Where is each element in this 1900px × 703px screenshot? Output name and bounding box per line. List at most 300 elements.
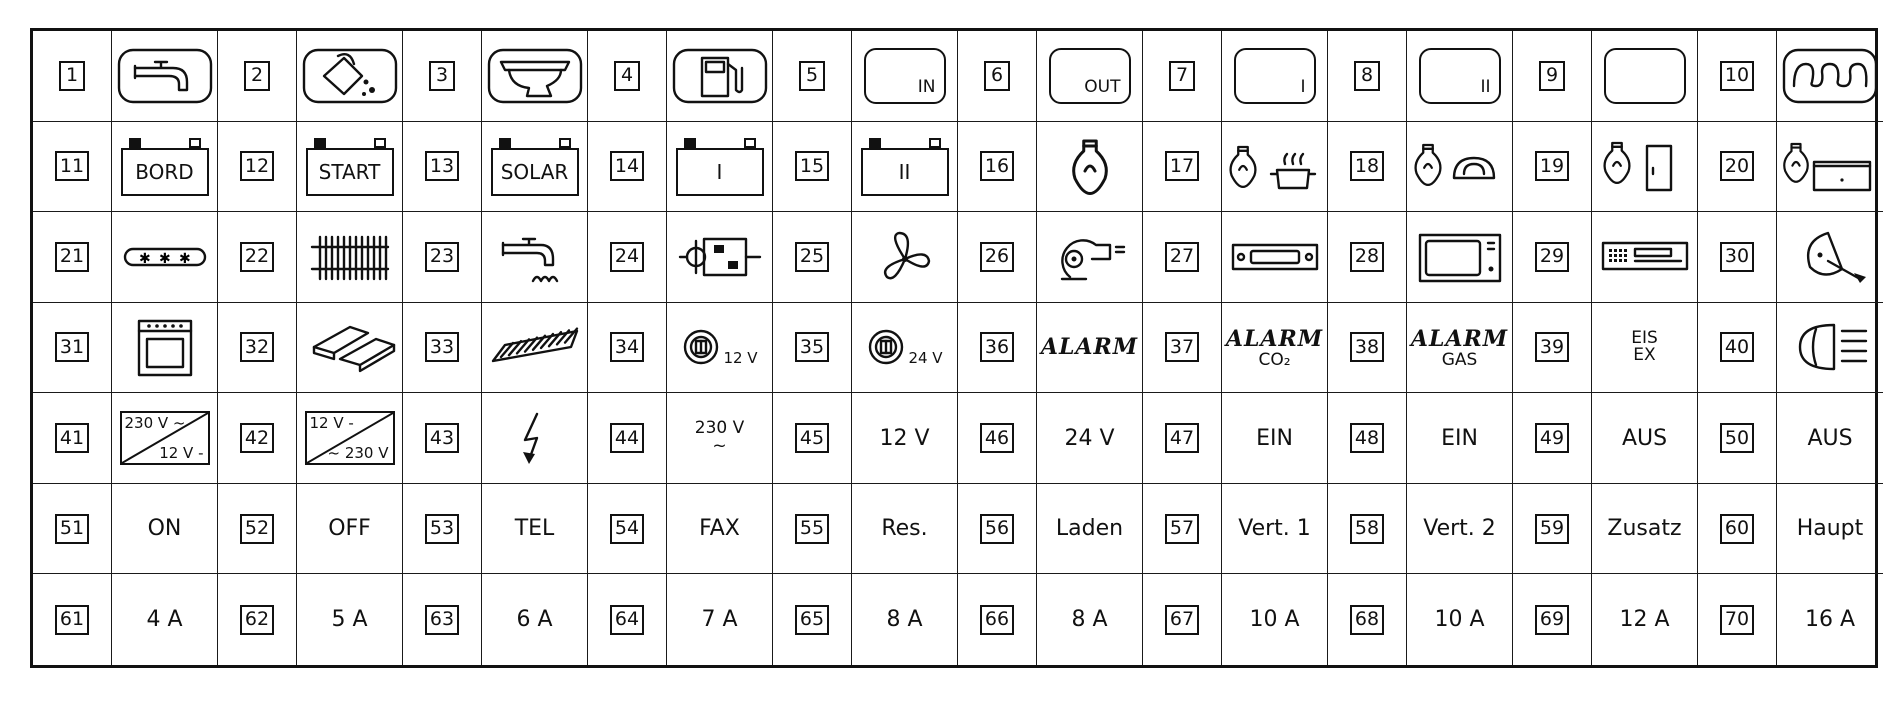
box-label-icon — [864, 48, 946, 104]
cell-symbol — [112, 122, 218, 213]
symbol-label: Haupt — [1796, 516, 1864, 542]
cell-symbol — [112, 212, 218, 303]
cell-number-box: 31 — [55, 332, 89, 362]
cell-number-box: 7 — [1169, 61, 1195, 91]
cell-symbol — [1037, 303, 1143, 394]
cell-number — [1143, 393, 1222, 484]
box-label-text: II — [1480, 76, 1491, 97]
cell-number — [588, 484, 667, 575]
cell-number — [1698, 393, 1777, 484]
cell-number-box: 49 — [1535, 423, 1569, 453]
symbol-label: Zusatz — [1607, 516, 1682, 542]
cell-symbol — [482, 31, 588, 122]
cell-number — [1513, 31, 1592, 122]
cell-number — [1513, 303, 1592, 394]
awning-icon — [485, 317, 585, 377]
converter-output: 12 V - — [159, 444, 204, 463]
cell-number — [218, 212, 297, 303]
cell-number — [958, 393, 1037, 484]
alarm-label: ALARM — [1040, 334, 1139, 361]
cell-symbol — [482, 212, 588, 303]
cell-number — [218, 574, 297, 665]
symbol-label: AUS — [1621, 425, 1668, 451]
cell-number-box: 53 — [425, 514, 459, 544]
cell-symbol — [1407, 31, 1513, 122]
cell-symbol — [482, 574, 588, 665]
cell-symbol — [1777, 122, 1883, 213]
box-label-text: I — [1300, 76, 1306, 97]
cell-symbol — [1592, 303, 1698, 394]
cell-symbol — [1222, 31, 1328, 122]
cell-number — [958, 574, 1037, 665]
cell-symbol — [1407, 122, 1513, 213]
cell-number-box: 25 — [795, 242, 829, 272]
cell-symbol — [1592, 122, 1698, 213]
cell-symbol — [297, 31, 403, 122]
oven-icon — [115, 317, 215, 377]
cell-number-box: 61 — [55, 605, 89, 635]
cell-symbol — [482, 484, 588, 575]
label-grid — [33, 31, 1875, 665]
cell-symbol — [1777, 393, 1883, 484]
cell-number-box: 2 — [244, 61, 270, 91]
svg-text:✱: ✱ — [178, 250, 191, 267]
cell-symbol — [1037, 574, 1143, 665]
cell-number — [773, 122, 852, 213]
cell-number — [1513, 212, 1592, 303]
cell-number-box: 23 — [425, 242, 459, 272]
cell-number-box: 29 — [1535, 242, 1569, 272]
cell-number-box: 48 — [1350, 423, 1384, 453]
light-bulb-icon — [1045, 134, 1135, 198]
cell-symbol — [1222, 122, 1328, 213]
cell-number — [773, 31, 852, 122]
cell-number — [773, 574, 852, 665]
cell-symbol — [297, 303, 403, 394]
alarm-sublabel: GAS — [1441, 349, 1478, 370]
cell-number — [403, 484, 482, 575]
cell-symbol — [1037, 122, 1143, 213]
cell-number-box: 47 — [1165, 423, 1199, 453]
stereo-icon — [1595, 227, 1695, 287]
symbol-label: Vert. 2 — [1423, 516, 1496, 542]
cell-number-box: 4 — [614, 61, 640, 91]
cell-number — [588, 393, 667, 484]
cell-number — [33, 574, 112, 665]
cell-symbol — [1222, 393, 1328, 484]
cell-number-box: 64 — [610, 605, 644, 635]
cell-number-box: 36 — [980, 332, 1014, 362]
cell-number — [773, 212, 852, 303]
cell-symbol — [112, 31, 218, 122]
cell-number — [773, 393, 852, 484]
cell-symbol — [297, 122, 403, 213]
battery-icon — [121, 136, 209, 196]
cell-number — [1328, 31, 1407, 122]
cell-symbol — [297, 393, 403, 484]
cell-number-box: 27 — [1165, 242, 1199, 272]
battery-label: II — [861, 148, 949, 196]
symbol-label: 230 V — [694, 418, 745, 439]
cell-number-box: 34 — [610, 332, 644, 362]
cell-number — [403, 31, 482, 122]
symbol-sublabel: EX — [1633, 345, 1656, 366]
cell-symbol — [482, 122, 588, 213]
cell-symbol — [1592, 393, 1698, 484]
cell-number — [403, 122, 482, 213]
cell-number-box: 45 — [795, 423, 829, 453]
cell-number-box: 40 — [1720, 332, 1754, 362]
cell-symbol — [1407, 393, 1513, 484]
cell-number — [1143, 212, 1222, 303]
tap-icon — [115, 46, 215, 106]
alarm-icon — [1411, 326, 1508, 370]
cell-number-box: 9 — [1539, 61, 1565, 91]
symbol-label: ON — [147, 516, 182, 542]
bulb-cabinet-icon — [1780, 136, 1880, 196]
cell-number — [403, 574, 482, 665]
cell-number — [1143, 574, 1222, 665]
tv-icon — [1410, 227, 1510, 287]
symbol-label: 24 V — [1064, 425, 1115, 451]
cell-symbol — [667, 574, 773, 665]
box-label-icon — [1049, 48, 1131, 104]
cell-number-box: 55 — [795, 514, 829, 544]
cell-symbol — [1222, 484, 1328, 575]
cell-number-box: 18 — [1350, 151, 1384, 181]
blower-icon — [1040, 227, 1140, 287]
cell-symbol — [112, 393, 218, 484]
cell-symbol — [297, 212, 403, 303]
bucket-waste-icon — [300, 46, 400, 106]
cell-number-box: 62 — [240, 605, 274, 635]
cell-symbol — [1037, 212, 1143, 303]
cell-number-box: 33 — [425, 332, 459, 362]
alarm-icon — [1226, 326, 1323, 370]
symbol-sublabel: ~ — [712, 436, 727, 457]
cell-number — [1328, 484, 1407, 575]
cell-symbol — [297, 574, 403, 665]
cell-number-box: 60 — [1720, 514, 1754, 544]
bulb-cooking-pot-icon — [1225, 136, 1325, 196]
converter-icon — [305, 411, 395, 465]
cell-symbol — [852, 484, 958, 575]
cell-symbol — [667, 303, 773, 394]
cell-number — [958, 31, 1037, 122]
cell-number — [218, 31, 297, 122]
cell-number-box: 46 — [980, 423, 1014, 453]
cell-number — [33, 303, 112, 394]
cell-number — [1513, 574, 1592, 665]
cell-symbol — [112, 484, 218, 575]
bulb-door-icon — [1595, 136, 1695, 196]
socket-voltage: 24 V — [908, 349, 943, 368]
box-label-text: IN — [917, 76, 936, 97]
cell-symbol — [667, 212, 773, 303]
symbol-label: EIN — [1256, 425, 1293, 451]
cell-number-box: 17 — [1165, 151, 1199, 181]
cell-number-box: 19 — [1535, 151, 1569, 181]
alarm-sublabel: CO₂ — [1258, 349, 1291, 370]
alarm-icon — [1041, 334, 1138, 360]
cell-symbol — [852, 31, 958, 122]
cell-symbol — [1407, 484, 1513, 575]
cell-symbol — [297, 484, 403, 575]
socket-voltage: 12 V — [723, 349, 758, 368]
cell-symbol — [1592, 212, 1698, 303]
battery-label: BORD — [121, 148, 209, 196]
cell-number-box: 20 — [1720, 151, 1754, 181]
cell-symbol — [667, 122, 773, 213]
cell-symbol — [1407, 574, 1513, 665]
cell-number-box: 65 — [795, 605, 829, 635]
cell-number — [958, 484, 1037, 575]
cell-number — [1328, 212, 1407, 303]
lightning-icon — [485, 408, 585, 468]
cell-symbol — [1222, 212, 1328, 303]
symbol-label: AUS — [1807, 425, 1853, 451]
alarm-label: ALARM — [1410, 325, 1509, 352]
cell-number — [1328, 393, 1407, 484]
box-label-text: OUT — [1084, 76, 1121, 97]
cell-number-box: 52 — [240, 514, 274, 544]
cell-symbol — [112, 574, 218, 665]
cell-number-box: 11 — [55, 151, 89, 181]
cell-number — [588, 122, 667, 213]
battery-label: START — [306, 148, 394, 196]
cell-symbol — [1777, 31, 1883, 122]
battery-icon — [676, 136, 764, 196]
symbol-label: FAX — [699, 516, 740, 542]
symbol-label: 12 V — [879, 425, 930, 451]
cell-number-box: 26 — [980, 242, 1014, 272]
cell-number — [588, 212, 667, 303]
cell-number-box: 51 — [55, 514, 89, 544]
battery-label: I — [676, 148, 764, 196]
cell-number — [1328, 122, 1407, 213]
cell-number-box: 14 — [610, 151, 644, 181]
symbol-label: 8 A — [886, 607, 923, 633]
cell-symbol — [482, 393, 588, 484]
cell-number-box: 32 — [240, 332, 274, 362]
cell-number-box: 28 — [1350, 242, 1384, 272]
cell-symbol — [852, 303, 958, 394]
box-label-icon — [1419, 48, 1501, 104]
cell-symbol — [1037, 484, 1143, 575]
cell-number — [773, 303, 852, 394]
cell-number — [218, 303, 297, 394]
cell-number — [1513, 122, 1592, 213]
cell-number-box: 35 — [795, 332, 829, 362]
cell-number — [1143, 303, 1222, 394]
symbol-label: 6 A — [516, 607, 553, 633]
cell-number — [588, 574, 667, 665]
battery-label: SOLAR — [491, 148, 579, 196]
svg-text:✱: ✱ — [158, 250, 171, 267]
symbol-label: 7 A — [701, 607, 738, 633]
cell-number-box: 10 — [1720, 61, 1754, 91]
cell-number — [1143, 122, 1222, 213]
step-icon — [300, 317, 400, 377]
cell-number-box: 21 — [55, 242, 89, 272]
cell-number — [33, 484, 112, 575]
cell-number — [1513, 484, 1592, 575]
cell-number — [1143, 31, 1222, 122]
cell-number-box: 56 — [980, 514, 1014, 544]
cell-symbol — [1407, 212, 1513, 303]
battery-icon — [306, 136, 394, 196]
cell-number-box: 66 — [980, 605, 1014, 635]
cell-number-box: 30 — [1720, 242, 1754, 272]
cell-number-box: 59 — [1535, 514, 1569, 544]
cell-symbol — [482, 303, 588, 394]
cell-number — [33, 122, 112, 213]
symbol-label: 8 A — [1071, 607, 1108, 633]
cell-number — [1698, 574, 1777, 665]
cell-number — [1328, 574, 1407, 665]
symbol-label: 12 A — [1619, 607, 1670, 633]
cell-symbol — [852, 574, 958, 665]
cell-number — [1513, 393, 1592, 484]
cell-number — [403, 212, 482, 303]
symbol-label: Vert. 1 — [1238, 516, 1311, 542]
fan-icon — [855, 227, 955, 287]
cell-number-box: 42 — [240, 423, 274, 453]
cell-symbol — [1407, 303, 1513, 394]
cell-number-box: 1 — [59, 61, 85, 91]
cell-symbol — [1037, 393, 1143, 484]
cell-number-box: 68 — [1350, 605, 1384, 635]
cell-number — [958, 122, 1037, 213]
cell-number — [218, 393, 297, 484]
cell-symbol — [1777, 212, 1883, 303]
cell-number-box: 63 — [425, 605, 459, 635]
cell-symbol — [852, 212, 958, 303]
symbol-label: OFF — [328, 516, 371, 542]
battery-icon — [491, 136, 579, 196]
cell-number-box: 6 — [984, 61, 1010, 91]
symbol-label: TEL — [514, 516, 555, 542]
cell-number — [33, 393, 112, 484]
radio-icon — [1225, 227, 1325, 287]
cell-symbol — [1777, 303, 1883, 394]
cell-number — [1698, 212, 1777, 303]
cell-symbol — [1222, 574, 1328, 665]
cell-number — [958, 212, 1037, 303]
cell-number-box: 8 — [1354, 61, 1380, 91]
box-label-icon — [1234, 48, 1316, 104]
cell-symbol — [1592, 574, 1698, 665]
symbol-label: 16 A — [1804, 607, 1856, 633]
cell-symbol — [1037, 31, 1143, 122]
cell-symbol — [1222, 303, 1328, 394]
cell-number-box: 13 — [425, 151, 459, 181]
cell-number-box: 12 — [240, 151, 274, 181]
cell-symbol — [667, 484, 773, 575]
cell-symbol — [852, 122, 958, 213]
cell-number-box: 5 — [799, 61, 825, 91]
headlight-icon — [1780, 317, 1880, 377]
toilet-icon — [485, 46, 585, 106]
cell-symbol — [667, 393, 773, 484]
cell-number-box: 41 — [55, 423, 89, 453]
cell-number — [588, 303, 667, 394]
cell-number-box: 43 — [425, 423, 459, 453]
converter-icon — [120, 411, 210, 465]
converter-input: 230 V ~ — [124, 414, 186, 433]
svg-text:✱: ✱ — [138, 250, 151, 267]
cell-number — [1698, 122, 1777, 213]
cell-number — [1328, 303, 1407, 394]
cell-number-box: 15 — [795, 151, 829, 181]
cell-number — [958, 303, 1037, 394]
cell-number-box: 3 — [429, 61, 455, 91]
cell-number — [1143, 484, 1222, 575]
cell-symbol — [1592, 31, 1698, 122]
cell-number — [1698, 303, 1777, 394]
cell-number-box: 24 — [610, 242, 644, 272]
socket-icon — [681, 327, 757, 367]
cell-number-box: 69 — [1535, 605, 1569, 635]
cell-number-box: 58 — [1350, 514, 1384, 544]
cell-number — [33, 212, 112, 303]
symbol-label: 10 A — [1249, 607, 1300, 633]
cell-number — [403, 393, 482, 484]
cell-number-box: 50 — [1720, 423, 1754, 453]
cell-number-box: 54 — [610, 514, 644, 544]
symbol-label: Laden — [1055, 516, 1124, 542]
socket-icon — [866, 327, 942, 367]
cell-number-box: 39 — [1535, 332, 1569, 362]
ceiling-light-bar-icon — [115, 227, 215, 287]
radiator-icon — [300, 227, 400, 287]
cell-symbol — [1777, 484, 1883, 575]
symbol-label: 4 A — [146, 607, 183, 633]
cell-number — [1698, 484, 1777, 575]
converter-input: 12 V - — [309, 414, 354, 433]
symbol-label: EIN — [1441, 425, 1478, 451]
box-label-icon — [1604, 48, 1686, 104]
hot-water-tap-icon — [485, 227, 585, 287]
alarm-label: ALARM — [1225, 325, 1324, 352]
symbol-label: 5 A — [331, 607, 368, 633]
cell-symbol — [1592, 484, 1698, 575]
symbol-label: Res. — [881, 516, 928, 542]
cell-number-box: 44 — [610, 423, 644, 453]
cell-number-box: 57 — [1165, 514, 1199, 544]
water-pump-icon — [670, 227, 770, 287]
cell-number — [773, 484, 852, 575]
cell-number — [218, 484, 297, 575]
cell-symbol — [1777, 574, 1883, 665]
cell-number-box: 70 — [1720, 605, 1754, 635]
label-sheet — [30, 28, 1878, 668]
heating-coil-icon — [1780, 46, 1880, 106]
battery-icon — [861, 136, 949, 196]
cell-symbol — [112, 303, 218, 394]
satellite-antenna-icon — [1780, 227, 1880, 287]
cell-number — [33, 31, 112, 122]
symbol-label: EIS — [1631, 327, 1658, 348]
cell-number — [1698, 31, 1777, 122]
cell-number — [218, 122, 297, 213]
fuel-pump-icon — [670, 46, 770, 106]
cell-number — [403, 303, 482, 394]
cell-number-box: 22 — [240, 242, 274, 272]
bulb-sink-icon — [1410, 136, 1510, 196]
cell-symbol — [852, 393, 958, 484]
cell-symbol — [667, 31, 773, 122]
